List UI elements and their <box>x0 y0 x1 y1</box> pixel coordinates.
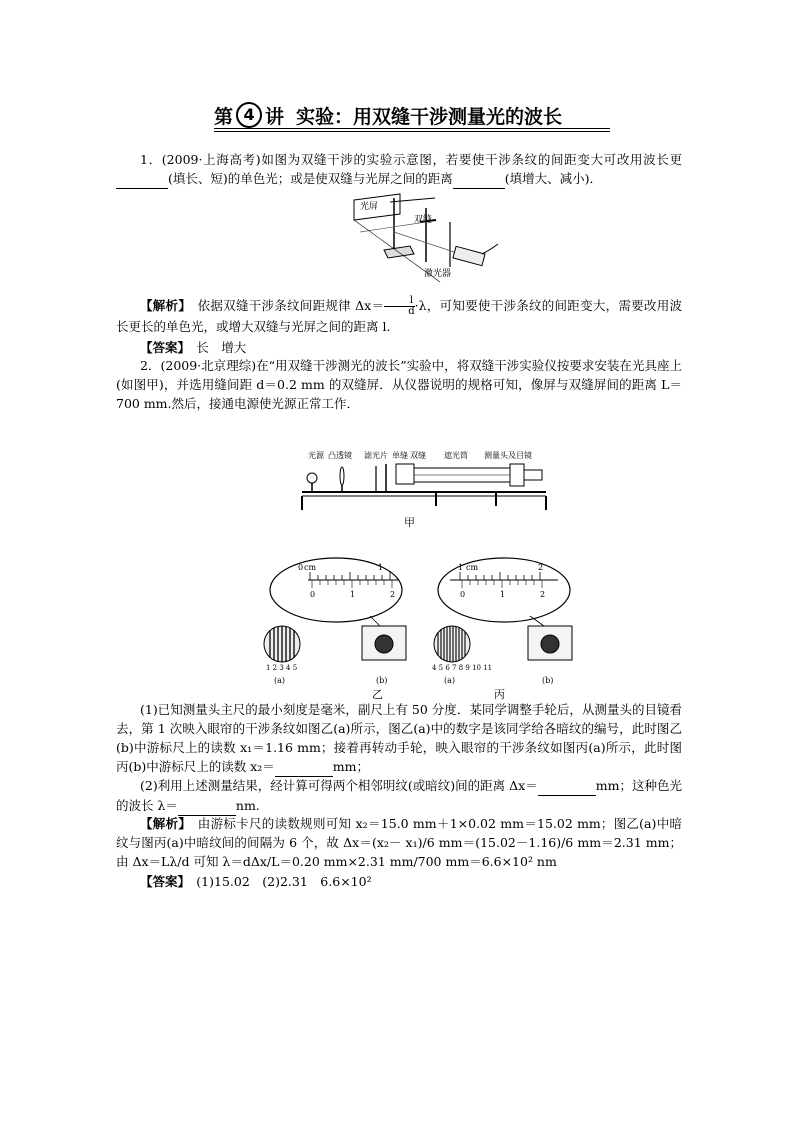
blank-delta-x[interactable] <box>538 776 596 796</box>
svg-text:(a): (a) <box>274 676 286 685</box>
label-screen: 光屏 <box>360 202 379 212</box>
fraction-l-over-d: $\frac{l}{d}$ <box>384 296 414 317</box>
vernier-figure-bing <box>430 556 580 686</box>
caption-yi: 乙 <box>372 688 383 701</box>
label-light-source: 光源 <box>308 451 324 460</box>
label-filter: 滤光片 <box>364 451 388 460</box>
blank-1[interactable] <box>116 169 168 189</box>
badge-suffix: 讲 <box>265 105 285 128</box>
svg-text:(b): (b) <box>542 676 554 685</box>
label-double-slit: 双缝 <box>414 215 433 225</box>
title-underline-thin <box>214 131 610 132</box>
q2-answer: 【答案】 (1)15.02 (2)2.31 6.6×10² <box>140 874 372 889</box>
svg-text:(b): (b) <box>376 676 388 685</box>
lesson-title <box>214 100 562 130</box>
svg-text:cm: cm <box>466 563 479 572</box>
svg-text:4 5 6 7 8 9 10 11: 4 5 6 7 8 9 10 11 <box>432 664 493 672</box>
label-convex-lens: 凸透镜 <box>328 451 352 460</box>
label-single-slit: 单缝 <box>392 451 408 460</box>
svg-text:1: 1 <box>378 563 384 572</box>
badge-prefix: 第 <box>214 105 234 128</box>
q2-analysis: 【解析】 由游标卡尺的读数规则可知 x₂＝15.0 mm＋1×0.02 mm＝15.02 mm；图乙(a)中暗纹与图丙(a)中暗纹间的间隔为 6 个，故 Δx＝(x₂－ x₁)/6 mm＝(15.02－1.16)/6 mm＝2.31 mm；由 Δx＝Lλ/d 可知 λ＝dΔx/L＝0.20 mm×2.31 mm/700 mm＝6.6×10² nm <box>116 816 682 869</box>
caption-bing: 丙 <box>494 688 505 701</box>
svg-text:2: 2 <box>540 590 546 599</box>
question-2: 2．(2009·北京理综)在“用双缝干涉测光的波长”实验中，将双缝干涉实验仪按要求安装在光具座上(如图甲)，并选用缝间距 d＝0.2 mm 的双缝屏．从仪器说明的规格可知，像屏与双缝屏间的距离 L＝700 mm.然后，接通电源使光源正常工作． <box>116 358 682 411</box>
question-2-part-1: (1)已知测量头主尺的最小刻度是毫米，副尺上有 50 分度．某同学调整手轮后，从测量头的目镜看去，第 1 次映入眼帘的干涉条纹如图乙(a)所示，图乙(a)中的数字是该同学给各暗纹的编号，此时图乙(b)中游标尺上的读数 x₁＝1.16 mm；接着再转动手轮，映入眼帘的干涉条纹如图丙(a)所示，此时图丙(b)中游标尺上的读数 x₂＝ mm； <box>116 700 682 777</box>
svg-text:0: 0 <box>460 590 466 599</box>
question-2-part-2: (2)利用上述测量结果，经计算可得两个相邻明纹(或暗纹)间的距离 Δx＝ mm；这种色光的波长 λ＝ nm. <box>116 776 682 816</box>
title-text: 实验：用双缝干涉测量光的波长 <box>296 105 563 128</box>
svg-text:0: 0 <box>310 590 316 599</box>
blank-2[interactable] <box>453 169 505 189</box>
double-slit-diagram <box>340 192 500 282</box>
caption-jia: 甲 <box>404 516 415 529</box>
lesson-number-badge <box>214 102 284 129</box>
label-laser: 激光器 <box>424 269 452 279</box>
svg-text:1: 1 <box>350 590 356 599</box>
svg-text:1: 1 <box>458 563 464 572</box>
question-1: 1．(2009·上海高考)如图为双缝干涉的实验示意图，若要使干涉条纹的间距变大可改用波长更 (填长、短)的单色光；或是使双缝与光屏之间的距离 (填增大、减小)． <box>116 150 682 189</box>
label-double-slit-2: 双缝 <box>410 451 426 460</box>
svg-text:(a): (a) <box>444 676 456 685</box>
vernier-figure-yi <box>262 556 412 686</box>
svg-text:1 2 3 4 5: 1 2 3 4 5 <box>266 664 298 672</box>
svg-text:cm: cm <box>304 563 317 572</box>
q1-answer: 【答案】 长 增大 <box>140 340 247 355</box>
optical-bench-diagram <box>300 448 550 528</box>
label-shade-tube: 遮光筒 <box>444 451 468 460</box>
svg-text:0: 0 <box>298 563 304 572</box>
blank-x2[interactable] <box>275 757 333 777</box>
svg-text:2: 2 <box>538 563 544 572</box>
blank-lambda[interactable] <box>178 796 236 816</box>
svg-text:1: 1 <box>500 590 506 599</box>
svg-text:2: 2 <box>390 590 396 599</box>
title-underline <box>214 128 610 129</box>
badge-number: 4 <box>236 102 262 128</box>
q1-analysis: 【解析】 依据双缝干涉条纹间距规律 Δx＝ $\frac{l}{d}$ ·λ，可知要使干涉条纹的间距变大，需要改用波长更长的单色光，或增大双缝与光屏之间的距离 l. <box>116 295 682 334</box>
label-measuring-head: 测量头及目镜 <box>484 451 532 460</box>
